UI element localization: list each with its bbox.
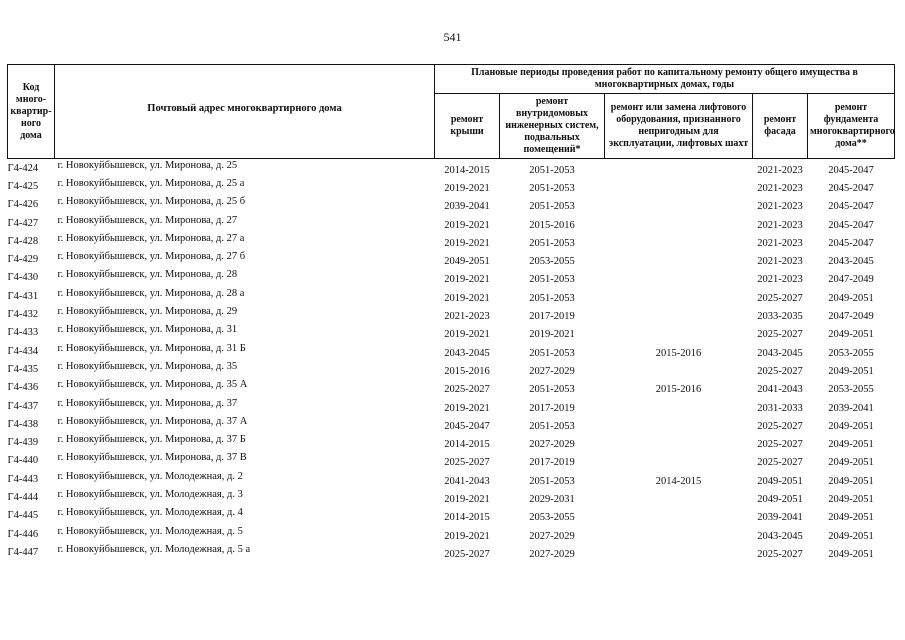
header-planned-periods: Плановые периоды проведения работ по капитальному ремонту общего имущества в многоквартирных домах, годы bbox=[435, 65, 895, 94]
cell-foundation-repair: 2045-2047 bbox=[828, 182, 874, 194]
cell-engineering-repair: 2051-2053 bbox=[529, 201, 575, 213]
cell-elevator-repair bbox=[605, 509, 753, 527]
page-number: 541 bbox=[443, 30, 462, 44]
cell-elevator-repair bbox=[605, 454, 753, 472]
cell-facade-repair: 2021-2023 bbox=[757, 164, 803, 176]
cell-house-code: Г4-433 bbox=[7, 327, 39, 339]
cell-foundation-repair: 2049-2051 bbox=[828, 475, 874, 487]
cell-roof-repair: 2049-2051 bbox=[444, 256, 490, 268]
cell-elevator-repair bbox=[605, 198, 753, 216]
cell-address: г. Новокуйбышевск, ул. Миронова, д. 35 bbox=[57, 360, 238, 372]
table-row bbox=[8, 543, 895, 561]
cell-facade-repair: 2049-2051 bbox=[757, 475, 803, 487]
cell-engineering-repair: 2051-2053 bbox=[529, 292, 575, 304]
cell-engineering-repair: 2017-2019 bbox=[529, 402, 575, 414]
cell-engineering-repair: 2027-2029 bbox=[529, 439, 575, 451]
cell-roof-repair: 2043-2045 bbox=[444, 347, 490, 359]
cell-address: г. Новокуйбышевск, ул. Миронова, д. 37 bbox=[57, 397, 238, 409]
cell-facade-repair: 2043-2045 bbox=[757, 347, 803, 359]
cell-elevator-repair bbox=[605, 326, 753, 344]
cell-elevator-repair bbox=[605, 271, 753, 289]
cell-foundation-repair: 2049-2051 bbox=[828, 512, 874, 524]
cell-roof-repair: 2014-2015 bbox=[444, 512, 490, 524]
cell-roof-repair: 2041-2043 bbox=[444, 475, 490, 487]
cell-roof-repair: 2019-2021 bbox=[444, 493, 490, 505]
cell-address: г. Новокуйбышевск, ул. Миронова, д. 37 А bbox=[57, 415, 248, 427]
cell-engineering-repair: 2051-2053 bbox=[529, 237, 575, 249]
cell-elevator-repair bbox=[605, 161, 753, 180]
cell-address: г. Новокуйбышевск, ул. Миронова, д. 37 Б bbox=[57, 434, 246, 446]
cell-address: г. Новокуйбышевск, ул. Миронова, д. 25 а bbox=[57, 177, 245, 189]
cell-address: г. Новокуйбышевск, ул. Молодежная, д. 3 bbox=[57, 488, 243, 500]
cell-engineering-repair: 2017-2019 bbox=[529, 311, 575, 323]
cell-house-code: Г4-432 bbox=[7, 309, 39, 321]
cell-engineering-repair: 2027-2029 bbox=[529, 365, 575, 377]
cell-roof-repair: 2014-2015 bbox=[444, 164, 490, 176]
cell-roof-repair: 2019-2021 bbox=[444, 292, 490, 304]
cell-roof-repair: 2019-2021 bbox=[444, 219, 490, 231]
cell-address: г. Новокуйбышевск, ул. Миронова, д. 27 а bbox=[57, 232, 245, 244]
cell-house-code: Г4-431 bbox=[7, 290, 39, 302]
cell-facade-repair: 2039-2041 bbox=[757, 512, 803, 524]
cell-address: г. Новокуйбышевск, ул. Миронова, д. 27 б bbox=[57, 251, 246, 263]
header-postal-address: Почтовый адрес многоквартирного дома bbox=[55, 65, 435, 159]
cell-engineering-repair: 2017-2019 bbox=[529, 457, 575, 469]
cell-elevator-repair bbox=[605, 234, 753, 252]
cell-facade-repair: 2025-2027 bbox=[757, 548, 803, 560]
cell-address: г. Новокуйбышевск, ул. Миронова, д. 27 bbox=[57, 214, 238, 226]
cell-foundation-repair: 2039-2041 bbox=[828, 402, 874, 414]
cell-house-code: Г4-440 bbox=[7, 455, 39, 467]
cell-engineering-repair: 2015-2016 bbox=[529, 219, 575, 231]
cell-facade-repair: 2021-2023 bbox=[757, 274, 803, 286]
cell-elevator-repair bbox=[605, 252, 753, 270]
cell-facade-repair: 2049-2051 bbox=[757, 493, 803, 505]
cell-house-code: Г4-446 bbox=[7, 528, 39, 540]
cell-house-code: Г4-439 bbox=[7, 437, 39, 449]
cell-address: г. Новокуйбышевск, ул. Молодежная, д. 5 а bbox=[57, 543, 251, 555]
cell-foundation-repair: 2049-2051 bbox=[828, 365, 874, 377]
cell-foundation-repair: 2043-2045 bbox=[828, 256, 874, 268]
cell-address: г. Новокуйбышевск, ул. Миронова, д. 28 bbox=[57, 269, 238, 281]
cell-elevator-repair bbox=[605, 399, 753, 417]
cell-elevator-repair bbox=[605, 216, 753, 234]
cell-elevator-repair: 2015-2016 bbox=[655, 347, 702, 359]
cell-house-code: Г4-426 bbox=[7, 199, 39, 211]
cell-engineering-repair: 2051-2053 bbox=[529, 182, 575, 194]
cell-roof-repair: 2039-2041 bbox=[444, 201, 490, 213]
cell-house-code: Г4-425 bbox=[7, 180, 39, 192]
cell-facade-repair: 2021-2023 bbox=[757, 237, 803, 249]
cell-facade-repair: 2041-2043 bbox=[757, 384, 803, 396]
cell-house-code: Г4-428 bbox=[7, 235, 39, 247]
cell-roof-repair: 2045-2047 bbox=[444, 420, 490, 432]
cell-foundation-repair: 2047-2049 bbox=[828, 311, 874, 323]
cell-elevator-repair bbox=[605, 362, 753, 380]
cell-facade-repair: 2021-2023 bbox=[757, 182, 803, 194]
cell-foundation-repair: 2049-2051 bbox=[828, 420, 874, 432]
cell-house-code: Г4-435 bbox=[7, 363, 39, 375]
cell-address: г. Новокуйбышевск, ул. Миронова, д. 35 А bbox=[57, 379, 248, 391]
cell-house-code: Г4-437 bbox=[7, 400, 39, 412]
cell-elevator-repair bbox=[605, 289, 753, 307]
cell-house-code: Г4-436 bbox=[7, 382, 39, 394]
table-header bbox=[8, 65, 895, 159]
cell-roof-repair: 2019-2021 bbox=[444, 402, 490, 414]
repair-schedule-table bbox=[7, 64, 895, 562]
header-engineering-systems-repair: ремонт внутридомовых инженерных систем, подвальных помещений* bbox=[500, 94, 605, 159]
cell-elevator-repair bbox=[605, 307, 753, 325]
cell-house-code: Г4-434 bbox=[7, 345, 39, 357]
cell-address: г. Новокуйбышевск, ул. Миронова, д. 37 В bbox=[57, 452, 247, 464]
cell-facade-repair: 2021-2023 bbox=[757, 256, 803, 268]
cell-house-code: Г4-445 bbox=[7, 510, 39, 522]
cell-foundation-repair: 2053-2055 bbox=[828, 384, 874, 396]
cell-roof-repair: 2019-2021 bbox=[444, 237, 490, 249]
cell-facade-repair: 2021-2023 bbox=[757, 219, 803, 231]
cell-engineering-repair: 2051-2053 bbox=[529, 420, 575, 432]
cell-address: г. Новокуйбышевск, ул. Молодежная, д. 5 bbox=[57, 525, 243, 537]
cell-facade-repair: 2021-2023 bbox=[757, 201, 803, 213]
cell-elevator-repair bbox=[605, 179, 753, 197]
cell-house-code: Г4-430 bbox=[7, 272, 39, 284]
header-house-code: Код много-квартир-ного дома bbox=[8, 65, 55, 159]
cell-engineering-repair: 2027-2029 bbox=[529, 548, 575, 560]
cell-roof-repair: 2019-2021 bbox=[444, 274, 490, 286]
cell-address: г. Новокуйбышевск, ул. Молодежная, д. 4 bbox=[57, 507, 243, 519]
header-elevator-repair: ремонт или замена лифтового оборудования, признанного непригодным для эксплуатации, лифтовых шахт bbox=[605, 94, 753, 159]
cell-engineering-repair: 2053-2055 bbox=[529, 512, 575, 524]
table-body bbox=[8, 159, 895, 562]
cell-engineering-repair: 2051-2053 bbox=[529, 347, 575, 359]
cell-address: г. Новокуйбышевск, ул. Молодежная, д. 2 bbox=[57, 470, 243, 482]
cell-house-code: Г4-424 bbox=[7, 162, 39, 174]
cell-foundation-repair: 2047-2049 bbox=[828, 274, 874, 286]
cell-elevator-repair bbox=[605, 545, 753, 563]
header-roof-repair: ремонт крыши bbox=[435, 94, 500, 159]
cell-engineering-repair: 2029-2031 bbox=[529, 493, 575, 505]
cell-elevator-repair bbox=[605, 527, 753, 545]
cell-foundation-repair: 2045-2047 bbox=[828, 164, 874, 176]
cell-house-code: Г4-429 bbox=[7, 254, 39, 266]
cell-facade-repair: 2025-2027 bbox=[757, 365, 803, 377]
cell-address: г. Новокуйбышевск, ул. Миронова, д. 25 bbox=[57, 159, 238, 171]
cell-roof-repair: 2025-2027 bbox=[444, 384, 490, 396]
cell-facade-repair: 2025-2027 bbox=[757, 292, 803, 304]
header-facade-repair: ремонт фасада bbox=[753, 94, 808, 159]
cell-engineering-repair: 2027-2029 bbox=[529, 530, 575, 542]
cell-foundation-repair: 2045-2047 bbox=[828, 237, 874, 249]
cell-roof-repair: 2025-2027 bbox=[444, 548, 490, 560]
cell-house-code: Г4-438 bbox=[7, 418, 39, 430]
cell-facade-repair: 2025-2027 bbox=[757, 329, 803, 341]
cell-facade-repair: 2025-2027 bbox=[757, 457, 803, 469]
cell-address: г. Новокуйбышевск, ул. Миронова, д. 28 а bbox=[57, 287, 245, 299]
cell-house-code: Г4-427 bbox=[7, 217, 39, 229]
cell-house-code: Г4-444 bbox=[7, 491, 39, 503]
cell-roof-repair: 2021-2023 bbox=[444, 311, 490, 323]
cell-elevator-repair bbox=[605, 435, 753, 453]
cell-roof-repair: 2014-2015 bbox=[444, 439, 490, 451]
cell-house-code: Г4-443 bbox=[7, 473, 39, 485]
cell-foundation-repair: 2049-2051 bbox=[828, 329, 874, 341]
cell-foundation-repair: 2049-2051 bbox=[828, 548, 874, 560]
cell-elevator-repair bbox=[605, 417, 753, 435]
cell-foundation-repair: 2049-2051 bbox=[828, 439, 874, 451]
cell-engineering-repair: 2051-2053 bbox=[529, 274, 575, 286]
cell-engineering-repair: 2051-2053 bbox=[529, 384, 575, 396]
header-foundation-repair: ремонт фундамента многоквартирного дома** bbox=[808, 94, 895, 159]
cell-address: г. Новокуйбышевск, ул. Миронова, д. 29 bbox=[57, 306, 238, 318]
cell-foundation-repair: 2049-2051 bbox=[828, 530, 874, 542]
cell-address: г. Новокуйбышевск, ул. Миронова, д. 31 Б bbox=[57, 342, 246, 354]
cell-elevator-repair: 2014-2015 bbox=[655, 475, 702, 487]
cell-engineering-repair: 2051-2053 bbox=[529, 475, 575, 487]
cell-roof-repair: 2019-2021 bbox=[444, 329, 490, 341]
cell-facade-repair: 2033-2035 bbox=[757, 311, 803, 323]
cell-foundation-repair: 2049-2051 bbox=[828, 292, 874, 304]
cell-engineering-repair: 2051-2053 bbox=[529, 164, 575, 176]
cell-engineering-repair: 2053-2055 bbox=[529, 256, 575, 268]
cell-foundation-repair: 2049-2051 bbox=[828, 493, 874, 505]
cell-address: г. Новокуйбышевск, ул. Миронова, д. 31 bbox=[57, 324, 238, 336]
cell-elevator-repair bbox=[605, 490, 753, 508]
cell-elevator-repair: 2015-2016 bbox=[655, 384, 702, 396]
cell-foundation-repair: 2045-2047 bbox=[828, 219, 874, 231]
cell-house-code: Г4-447 bbox=[7, 546, 39, 558]
cell-roof-repair: 2015-2016 bbox=[444, 365, 490, 377]
cell-foundation-repair: 2053-2055 bbox=[828, 347, 874, 359]
cell-foundation-repair: 2045-2047 bbox=[828, 201, 874, 213]
cell-roof-repair: 2025-2027 bbox=[444, 457, 490, 469]
cell-engineering-repair: 2019-2021 bbox=[529, 329, 575, 341]
cell-facade-repair: 2043-2045 bbox=[757, 530, 803, 542]
cell-roof-repair: 2019-2021 bbox=[444, 182, 490, 194]
cell-facade-repair: 2025-2027 bbox=[757, 420, 803, 432]
cell-foundation-repair: 2049-2051 bbox=[828, 457, 874, 469]
cell-facade-repair: 2025-2027 bbox=[757, 439, 803, 451]
cell-roof-repair: 2019-2021 bbox=[444, 530, 490, 542]
cell-facade-repair: 2031-2033 bbox=[757, 402, 803, 414]
cell-address: г. Новокуйбышевск, ул. Миронова, д. 25 б bbox=[57, 196, 246, 208]
